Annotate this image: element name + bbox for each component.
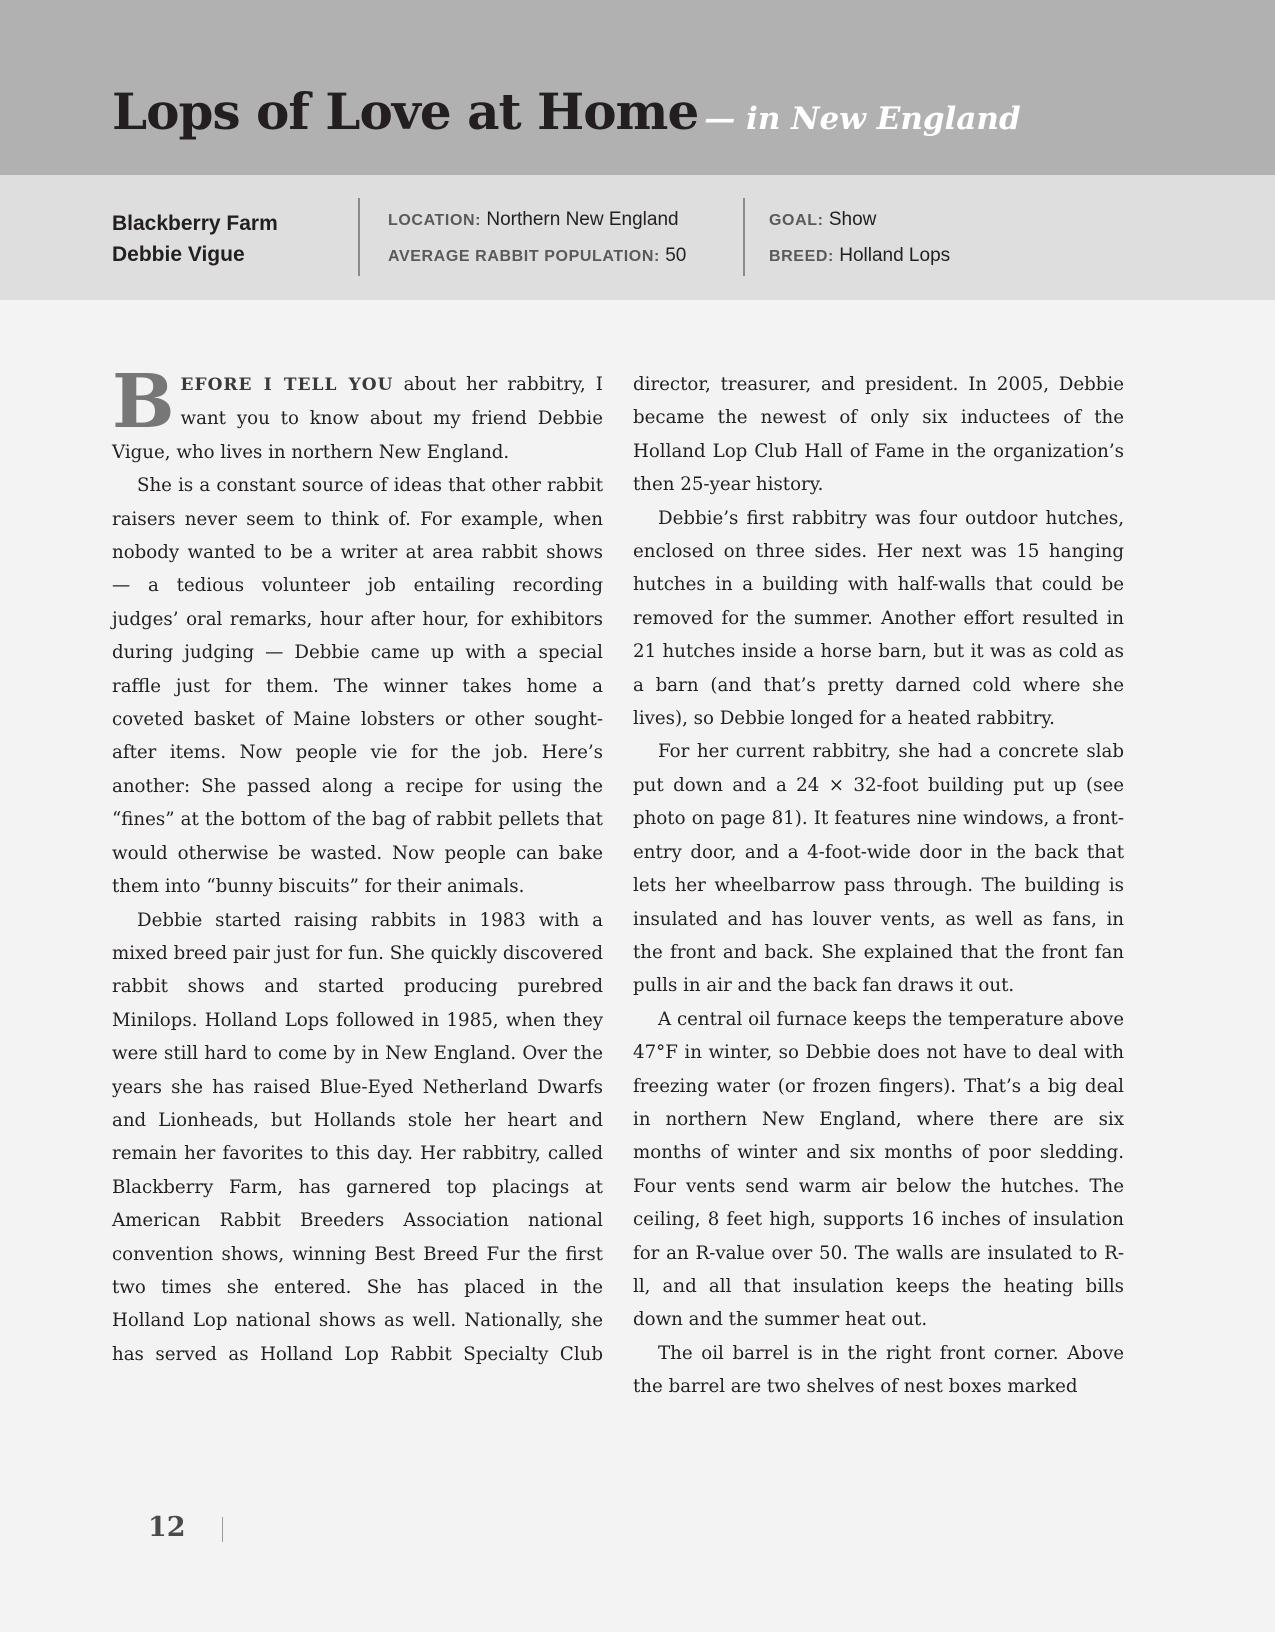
profile-names (112, 208, 278, 270)
population-value: 50 (665, 245, 687, 266)
article-paragraph (112, 359, 603, 469)
lead-in: EFORE I TELL YOU (180, 375, 394, 395)
profile-divider-1 (358, 198, 360, 276)
drop-cap: B (112, 359, 175, 445)
paragraph-text: about her rabbitry, I want you to know about my friend Debbie Vigue, who lives in northern New England. (112, 374, 603, 463)
article-paragraph: Debbie started raising rabbits in 1983 with a mixed breed pair just for fun. She quickly discovered rabbit shows and started producing purebred Minilops. Holland Lops followed in 1985, when they were still hard to come by in New England. Over the years she has raised Blue-Eyed Netherland Dwarfs and Lionheads, but Hollands stole her heart and remain her favorites to this day. Her rabbitry, called Blackberry Farm, has garnered top placings at American Rabbit Breeders Association national convention shows, winning Best Breed Fur the first two times she entered. She has placed in the Holland Lop national shows as well. Nationally, she has served as Holland Lop Rabbit Specialty Club director, treasurer, and president. In 2005, Debbie became the newest of only six inductees of the Holland Lop Club Hall of Fame in the organization’s then 25-year history. (112, 374, 1124, 1365)
article-paragraph: For her current rabbitry, she had a concrete slab put down and a 24 × 32-foot building put up (see photo on page 81). It features nine windows, a front-entry door, and a 4-foot-wide door in the back that lets her wheelbarrow pass through. The building is insulated and has louver vents, as well as fans, in the front and back. She explained that the front fan pulls in air and the back fan draws it out. (633, 741, 1124, 997)
profile-goal-block (769, 202, 950, 274)
article-paragraph: The oil barrel is in the right front corner. Above the barrel are two shelves of nest boxes marked (633, 1342, 1124, 1398)
profile-divider-2 (743, 198, 745, 276)
goal-label: GOAL: (769, 212, 824, 229)
goal-value: Show (828, 209, 877, 230)
population-row (388, 238, 686, 274)
farm-name: Blackberry Farm (112, 212, 278, 235)
owner-name: Debbie Vigue (112, 243, 245, 266)
location-value: Northern New England (486, 209, 679, 230)
page-number: 12 (148, 1512, 186, 1543)
location-label: LOCATION: (388, 212, 482, 229)
article-body (112, 359, 1124, 1404)
breed-row (769, 238, 950, 274)
profile-location-block (388, 202, 686, 274)
page-number-rule (222, 1517, 223, 1542)
title-subtitle: — in New England (704, 101, 1021, 137)
breed-label: BREED: (769, 248, 834, 265)
page-title (112, 82, 1021, 141)
article-paragraph: Debbie’s first rabbitry was four outdoor hutches, enclosed on three sides. Her next was 15 hanging hutches in a building with half-walls that could be removed for the summer. Another effort resulted in 21 hutches inside a horse barn, but it was as cold as a barn (and that’s pretty darned cold where she lives), so Debbie longed for a heated rabbitry. (633, 507, 1124, 730)
population-label: AVERAGE RABBIT POPULATION: (388, 248, 660, 265)
location-row (388, 202, 686, 238)
article-paragraph: She is a constant source of ideas that other rabbit raisers never seem to think of. For example, when nobody wanted to be a writer at area rabbit shows — a tedious volunteer job entailing recording judges’ oral remarks, hour after hour, for exhibitors during judging — Debbie came up with a special raffle just for them. The winner takes home a coveted basket of Maine lobsters or other sought-after items. Now people vie for the job. Here’s another: She passed along a recipe for using the “fines” at the bottom of the bag of rabbit pellets that would otherwise be wasted. Now people can bake them into “bunny biscuits” for their animals. (112, 475, 603, 898)
breed-value: Holland Lops (839, 245, 951, 266)
title-main: Lops of Love at Home (112, 82, 699, 141)
article-paragraph: A central oil furnace keeps the temperature above 47°F in winter, so Debbie does not have to deal with freezing water (or frozen fingers). That’s a big deal in northern New England, where there are six months of winter and six months of poor sledding. Four vents send warm air below the hutches. The ceiling, 8 feet high, supports 16 inches of insulation for an R-value over 50. The walls are insulated to R-ll, and all that insulation keeps the heating bills down and the summer heat out. (633, 1008, 1124, 1331)
goal-row (769, 202, 950, 238)
